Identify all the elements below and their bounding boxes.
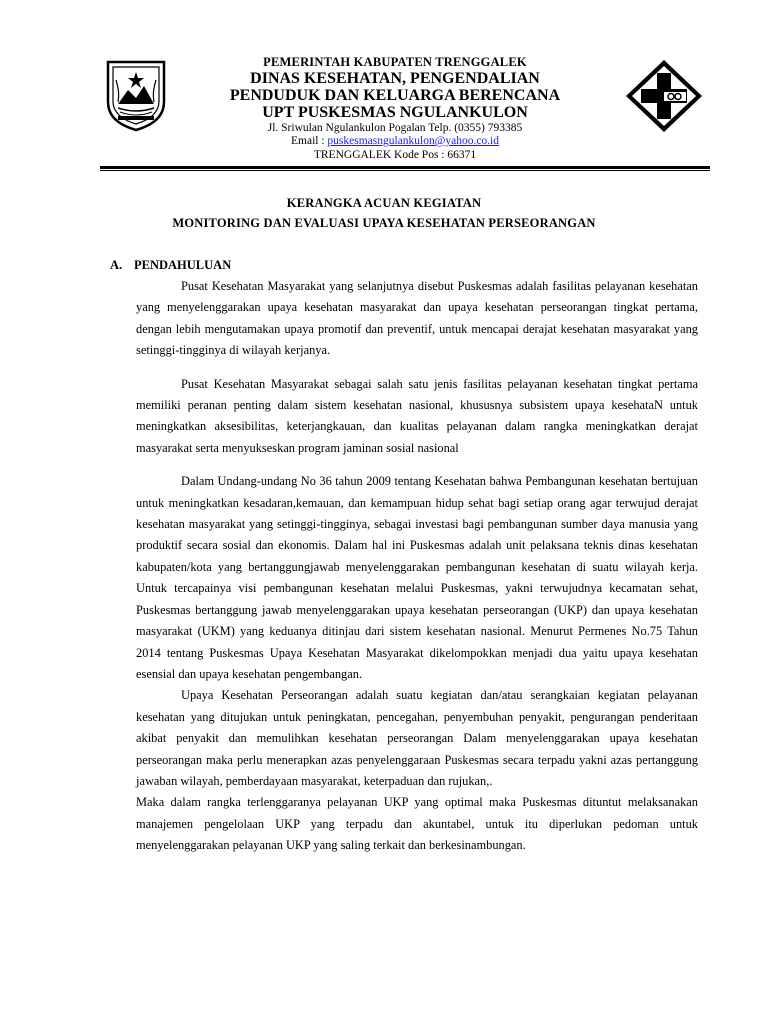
section-title: PENDAHULUAN	[134, 258, 232, 272]
agency-name-line1: DINAS KESEHATAN, PENGENDALIAN	[250, 69, 540, 87]
letterhead-rule	[100, 166, 710, 171]
email-line	[180, 136, 610, 148]
city-postcode: TRENGGALEK Kode Pos : 66371	[313, 148, 477, 161]
agency-name-line2: PENDUDUK DAN KELUARGA BERENCANA	[229, 86, 561, 104]
paragraph-2: Pusat Kesehatan Masyarakat sebagai salah satu jenis fasilitas pelayanan kesehatan tingkat pertama memiliki peranan penting dalam sistem kesehatan nasional, khususnya subsistem upaya kesehataN untuk meningkatkan aksesibilitas, keterjangkauan, dan kualitas pelayanan dalam rangka meningkatkan derajat masyarakat serta menyukseskan program jaminan sosial nasional	[136, 376, 698, 455]
document-subtitle: MONITORING DAN EVALUASI UPAYA KESEHATAN PERSEORANGAN	[172, 216, 596, 230]
document-title: KERANGKA ACUAN KEGIATAN	[286, 196, 482, 210]
paragraph-5: Maka dalam rangka terlenggaranya pelayanan UKP yang optimal maka Puskesmas dituntut melaksanakan manajemen pengelolaan UKP yang terpadu dan akuntabel, untuk itu diperlukan pedoman untuk menyelenggarakan pelayanan UKP yang saling terkait dan berkesinambungan.	[136, 795, 698, 853]
email-link[interactable]: puskesmasngulankulon@yahoo.co.id	[327, 135, 499, 147]
puskesmas-logo	[622, 56, 706, 136]
paragraph-1: Pusat Kesehatan Masyarakat yang selanjutnya disebut Puskesmas adalah fasilitas pelayanan kesehatan yang menyelenggarakan upaya kesehatan masyarakat dan upaya kesehatan perseorangan tingkat pertama, dengan lebih mengutamakan upaya promotif dan preventif, untuk mencapai derajat kesehatan masyarakat yang setinggi-tingginya di wilayah kerjanya.	[136, 279, 698, 358]
section-letter: A.	[110, 258, 123, 272]
letterhead	[180, 56, 610, 161]
regency-emblem	[104, 58, 168, 132]
section-heading	[110, 258, 231, 273]
body-text	[136, 276, 698, 857]
address: Jl. Sriwulan Ngulankulon Pogalan Telp. (0355) 793385	[267, 121, 523, 134]
unit-name: UPT PUSKESMAS NGULANKULON	[262, 103, 528, 121]
paragraph-4: Upaya Kesehatan Perseorangan adalah suatu kegiatan dan/atau serangkaian kegiatan pelayanan kesehatan yang ditujukan untuk peningkatan, pencegahan, penyembuhan penyakit, pengurangan penderitaan akibat penyakit dan memulihkan kesehatan perseorangan Dalam menyelenggarakan upaya kesehatan perseorangan maka perlu menerapkan azas penyelenggaraan Puskesmas secara terpadu yakni azas pertanggung jawaban wilayah, pemberdayaan masyarakat, keterpaduan dan rujukan,.	[136, 688, 698, 788]
email-label: Email :	[291, 135, 328, 147]
government-name: PEMERINTAH KABUPATEN TRENGGALEK	[263, 55, 527, 69]
paragraph-3: Dalam Undang-undang No 36 tahun 2009 tentang Kesehatan bahwa Pembangunan kesehatan bertujuan untuk meningkatkan kesadaran,kemauan, dan kemampuan hidup sehat bagi setiap orang agar terwujud derajat kesehatan masyarakat yang setinggi-tingginya, sebagai investasi bagi pembangunan sumber daya manusia yang produktif secara sosial dan ekonomis. Dalam hal ini Puskesmas adalah unit pelaksana teknis dinas kesehatan kabupaten/kota yang bertanggungjawab menyelenggarakan pembangunan kesehatan di suatu wilayah kerja. Untuk tercapainya visi pembangunan kesehatan melalui Puskesmas, yakni terwujudnya kecamatan sehat, Puskesmas bertanggung jawab menyelenggarakan upaya kesehatan perseorangan (UKP) dan upaya kesehatan masyarakat (UKM) yang keduanya ditinjau dari sistem kesehatan nasional. Menurut Permenes No.75 Tahun 2014 tentang Puskesmas Upaya Kesehatan Masyarakat dikelompokkan menjadi dua yaitu upaya kesehatan esensial dan upaya kesehatan pengembangan.	[136, 474, 698, 681]
